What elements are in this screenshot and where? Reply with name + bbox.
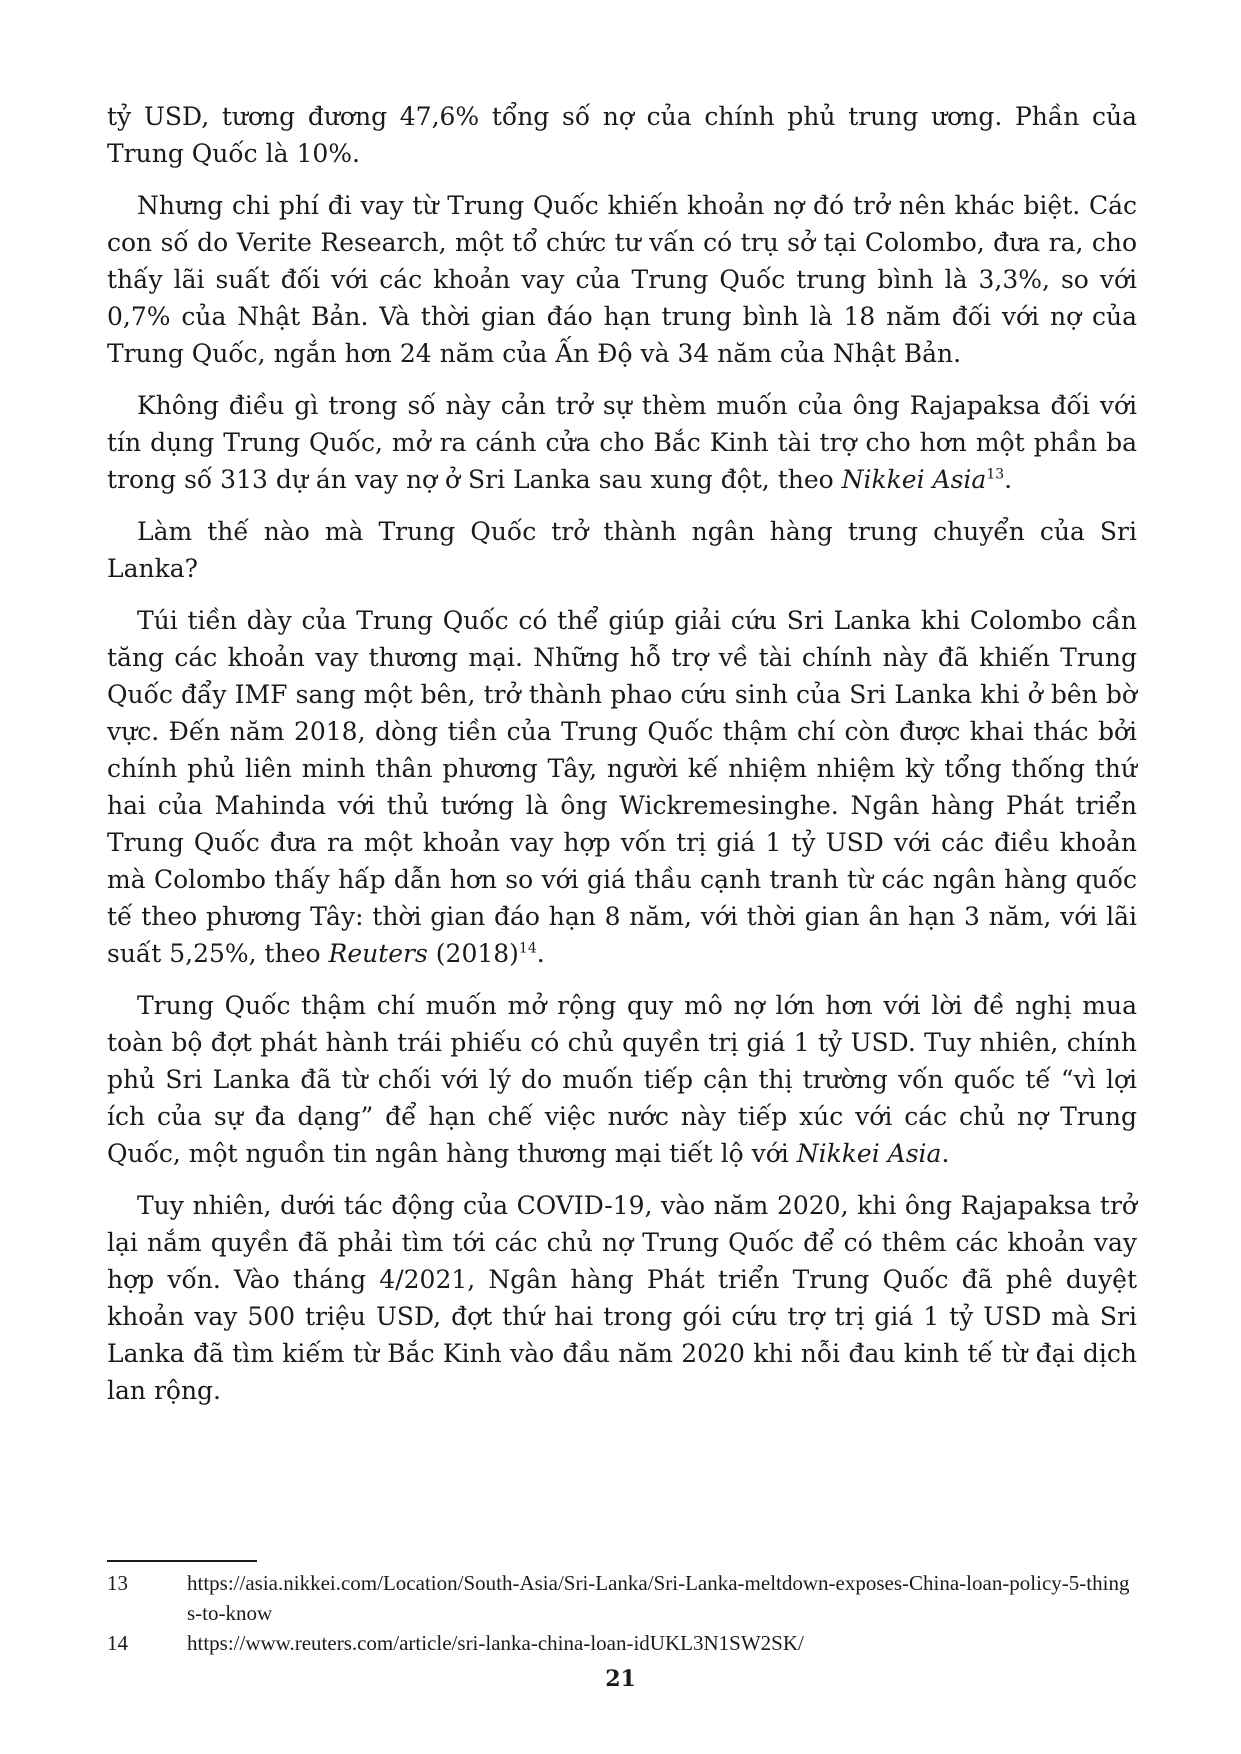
- footnote-divider: [107, 1560, 257, 1562]
- paragraph-6: [107, 987, 1137, 1172]
- paragraph-2: Nhưng chi phí đi vay từ Trung Quốc khiến khoản nợ đó trở nên khác biệt. Các con số do Verite Research, một tổ chức tư vấn có trụ sở tại Colombo, đưa ra, cho thấy lãi suất đối với các khoản vay của Trung Quốc trung bình là 3,3%, so với 0,7% của Nhật Bản. Và thời gian đáo hạn trung bình là 18 năm đối với nợ của Trung Quốc, ngắn hơn 24 năm của Ấn Độ và 34 năm của Nhật Bản.: [107, 191, 1137, 368]
- footnote-link-14[interactable]: https://www.reuters.com/article/sri-lanka-china-loan-idUKL3N1SW2SK/: [187, 1631, 804, 1655]
- paragraph-5-year: (2018): [427, 939, 519, 968]
- paragraph-5: [107, 602, 1137, 972]
- footnote-number: 13: [107, 1571, 128, 1595]
- footnote-14: [107, 1628, 1137, 1658]
- footnote-number: 14: [107, 1631, 128, 1655]
- paragraph-6-text: Trung Quốc thậm chí muốn mở rộng quy mô nợ lớn hơn với lời đề nghị mua toàn bộ đợt phát hành trái phiếu có chủ quyền trị giá 1 tỷ USD. Tuy nhiên, chính phủ Sri Lanka đã từ chối với lý do muốn tiếp cận thị trường vốn quốc tế “vì lợi ích của sự đa dạng” để hạn chế việc nước này tiếp xúc với các chủ nợ Trung Quốc, một nguồn tin ngân hàng thương mại tiết lộ với: [107, 991, 1137, 1168]
- page-body: [107, 98, 1137, 1424]
- paragraph-3-text: Không điều gì trong số này cản trở sự thèm muốn của ông Rajapaksa đối với tín dụng Trung Quốc, mở ra cánh cửa cho Bắc Kinh tài trợ cho hơn một phần ba trong số 313 dự án vay nợ ở Sri Lanka sau xung đột, theo: [107, 391, 1137, 494]
- paragraph-3: [107, 387, 1137, 498]
- footnote-ref-13[interactable]: 13: [986, 466, 1005, 483]
- paragraph-5-end: .: [536, 939, 545, 968]
- source-reuters: Reuters: [328, 939, 428, 968]
- paragraph-6-end: .: [941, 1139, 950, 1168]
- paragraph-7: Tuy nhiên, dưới tác động của COVID-19, vào năm 2020, khi ông Rajapaksa trở lại nắm quyền đã phải tìm tới các chủ nợ Trung Quốc để có thêm các khoản vay hợp vốn. Vào tháng 4/2021, Ngân hàng Phát triển Trung Quốc đã phê duyệt khoản vay 500 triệu USD, đợt thứ hai trong gói cứu trợ trị giá 1 tỷ USD mà Sri Lanka đã tìm kiếm từ Bắc Kinh vào đầu năm 2020 khi nỗi đau kinh tế từ đại dịch lan rộng.: [107, 1191, 1137, 1405]
- paragraph-4: Làm thế nào mà Trung Quốc trở thành ngân hàng trung chuyển của Sri Lanka?: [107, 517, 1137, 583]
- page-number: 21: [605, 1666, 636, 1692]
- paragraph-3-end: .: [1004, 465, 1013, 494]
- paragraph-5-text: Túi tiền dày của Trung Quốc có thể giúp giải cứu Sri Lanka khi Colombo cần tăng các khoản vay thương mại. Những hỗ trợ về tài chính này đã khiến Trung Quốc đẩy IMF sang một bên, trở thành phao cứu sinh của Sri Lanka khi ở bên bờ vực. Đến năm 2018, dòng tiền của Trung Quốc thậm chí còn được khai thác bởi chính phủ liên minh thân phương Tây, người kế nhiệm nhiệm kỳ tổng thống thứ hai của Mahinda với thủ tướng là ông Wickremesinghe. Ngân hàng Phát triển Trung Quốc đưa ra một khoản vay hợp vốn trị giá 1 tỷ USD với các điều khoản mà Colombo thấy hấp dẫn hơn so với giá thầu cạnh tranh từ các ngân hàng quốc tế theo phương Tây: thời gian đáo hạn 8 năm, với thời gian ân hạn 3 năm, với lãi suất 5,25%, theo: [107, 606, 1137, 968]
- footnote-ref-14[interactable]: 14: [518, 940, 537, 957]
- footnote-13: [107, 1568, 1137, 1628]
- footnote-link-13[interactable]: https://asia.nikkei.com/Location/South-Asia/Sri-Lanka/Sri-Lanka-meltdown-exposes-China-loan-policy-5-things-to-know: [187, 1571, 1130, 1625]
- source-nikkei-asia: Nikkei Asia: [841, 465, 987, 494]
- source-nikkei-asia-2: Nikkei Asia: [796, 1139, 942, 1168]
- footnotes: [107, 1568, 1137, 1658]
- paragraph-1: tỷ USD, tương đương 47,6% tổng số nợ của chính phủ trung ương. Phần của Trung Quốc là 10%.: [107, 102, 1137, 168]
